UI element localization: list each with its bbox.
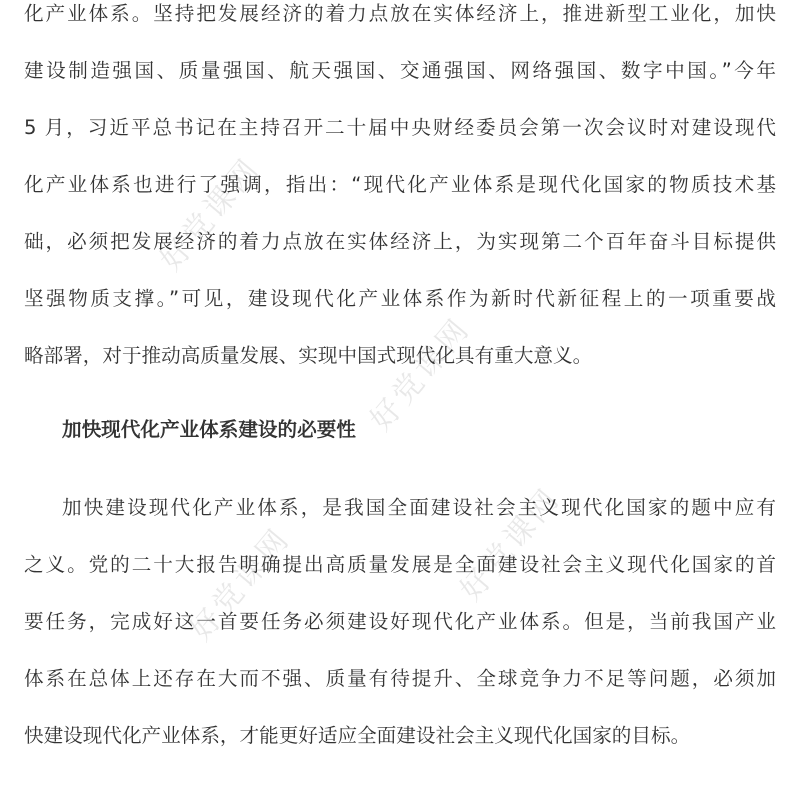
watermark: 好党课网 — [453, 480, 568, 608]
section-heading: 加快现代化产业体系建设的必要性 — [62, 418, 356, 441]
text-line: 础，必须把发展经济的着力点放在实体经济上，为实现第二个百年奋斗目标提供 — [24, 230, 776, 253]
watermark: 好党课网 — [183, 520, 298, 648]
text-line: 加快建设现代化产业体系，是我国全面建设社会主义现代化国家的题中应有 — [62, 496, 776, 519]
text-line: 坚强物质支撑。”可见，建设现代化产业体系作为新时代新征程上的一项重要战 — [24, 287, 776, 310]
watermark: 好党课网 — [363, 310, 478, 438]
text-line: 化产业体系。坚持把发展经济的着力点放在实体经济上，推进新型工业化，加快 — [24, 2, 776, 25]
text-line: 建设制造强国、质量强国、航天强国、交通强国、网络强国、数字中国。”今年 — [24, 59, 776, 82]
text-line: 略部署，对于推动高质量发展、实现中国式现代化具有重大意义。 — [24, 344, 593, 367]
text-line: 体系在总体上还存在大而不强、质量有待提升、全球竞争力不足等问题，必须加 — [24, 667, 776, 690]
text-line: 快建设现代化产业体系，才能更好适应全面建设社会主义现代化国家的目标。 — [24, 724, 691, 747]
text-line: 要任务，完成好这一首要任务必须建设好现代化产业体系。但是，当前我国产业 — [24, 610, 776, 633]
text-line: 化产业体系也进行了强调，指出：“现代化产业体系是现代化国家的物质技术基 — [24, 173, 776, 196]
watermark: 好党课网 — [153, 150, 268, 278]
text-line: 5 月，习近平总书记在主持召开二十届中央财经委员会第一次会议时对建设现代 — [24, 116, 776, 139]
text-line: 之义。党的二十大报告明确提出高质量发展是全面建设社会主义现代化国家的首 — [24, 553, 776, 576]
